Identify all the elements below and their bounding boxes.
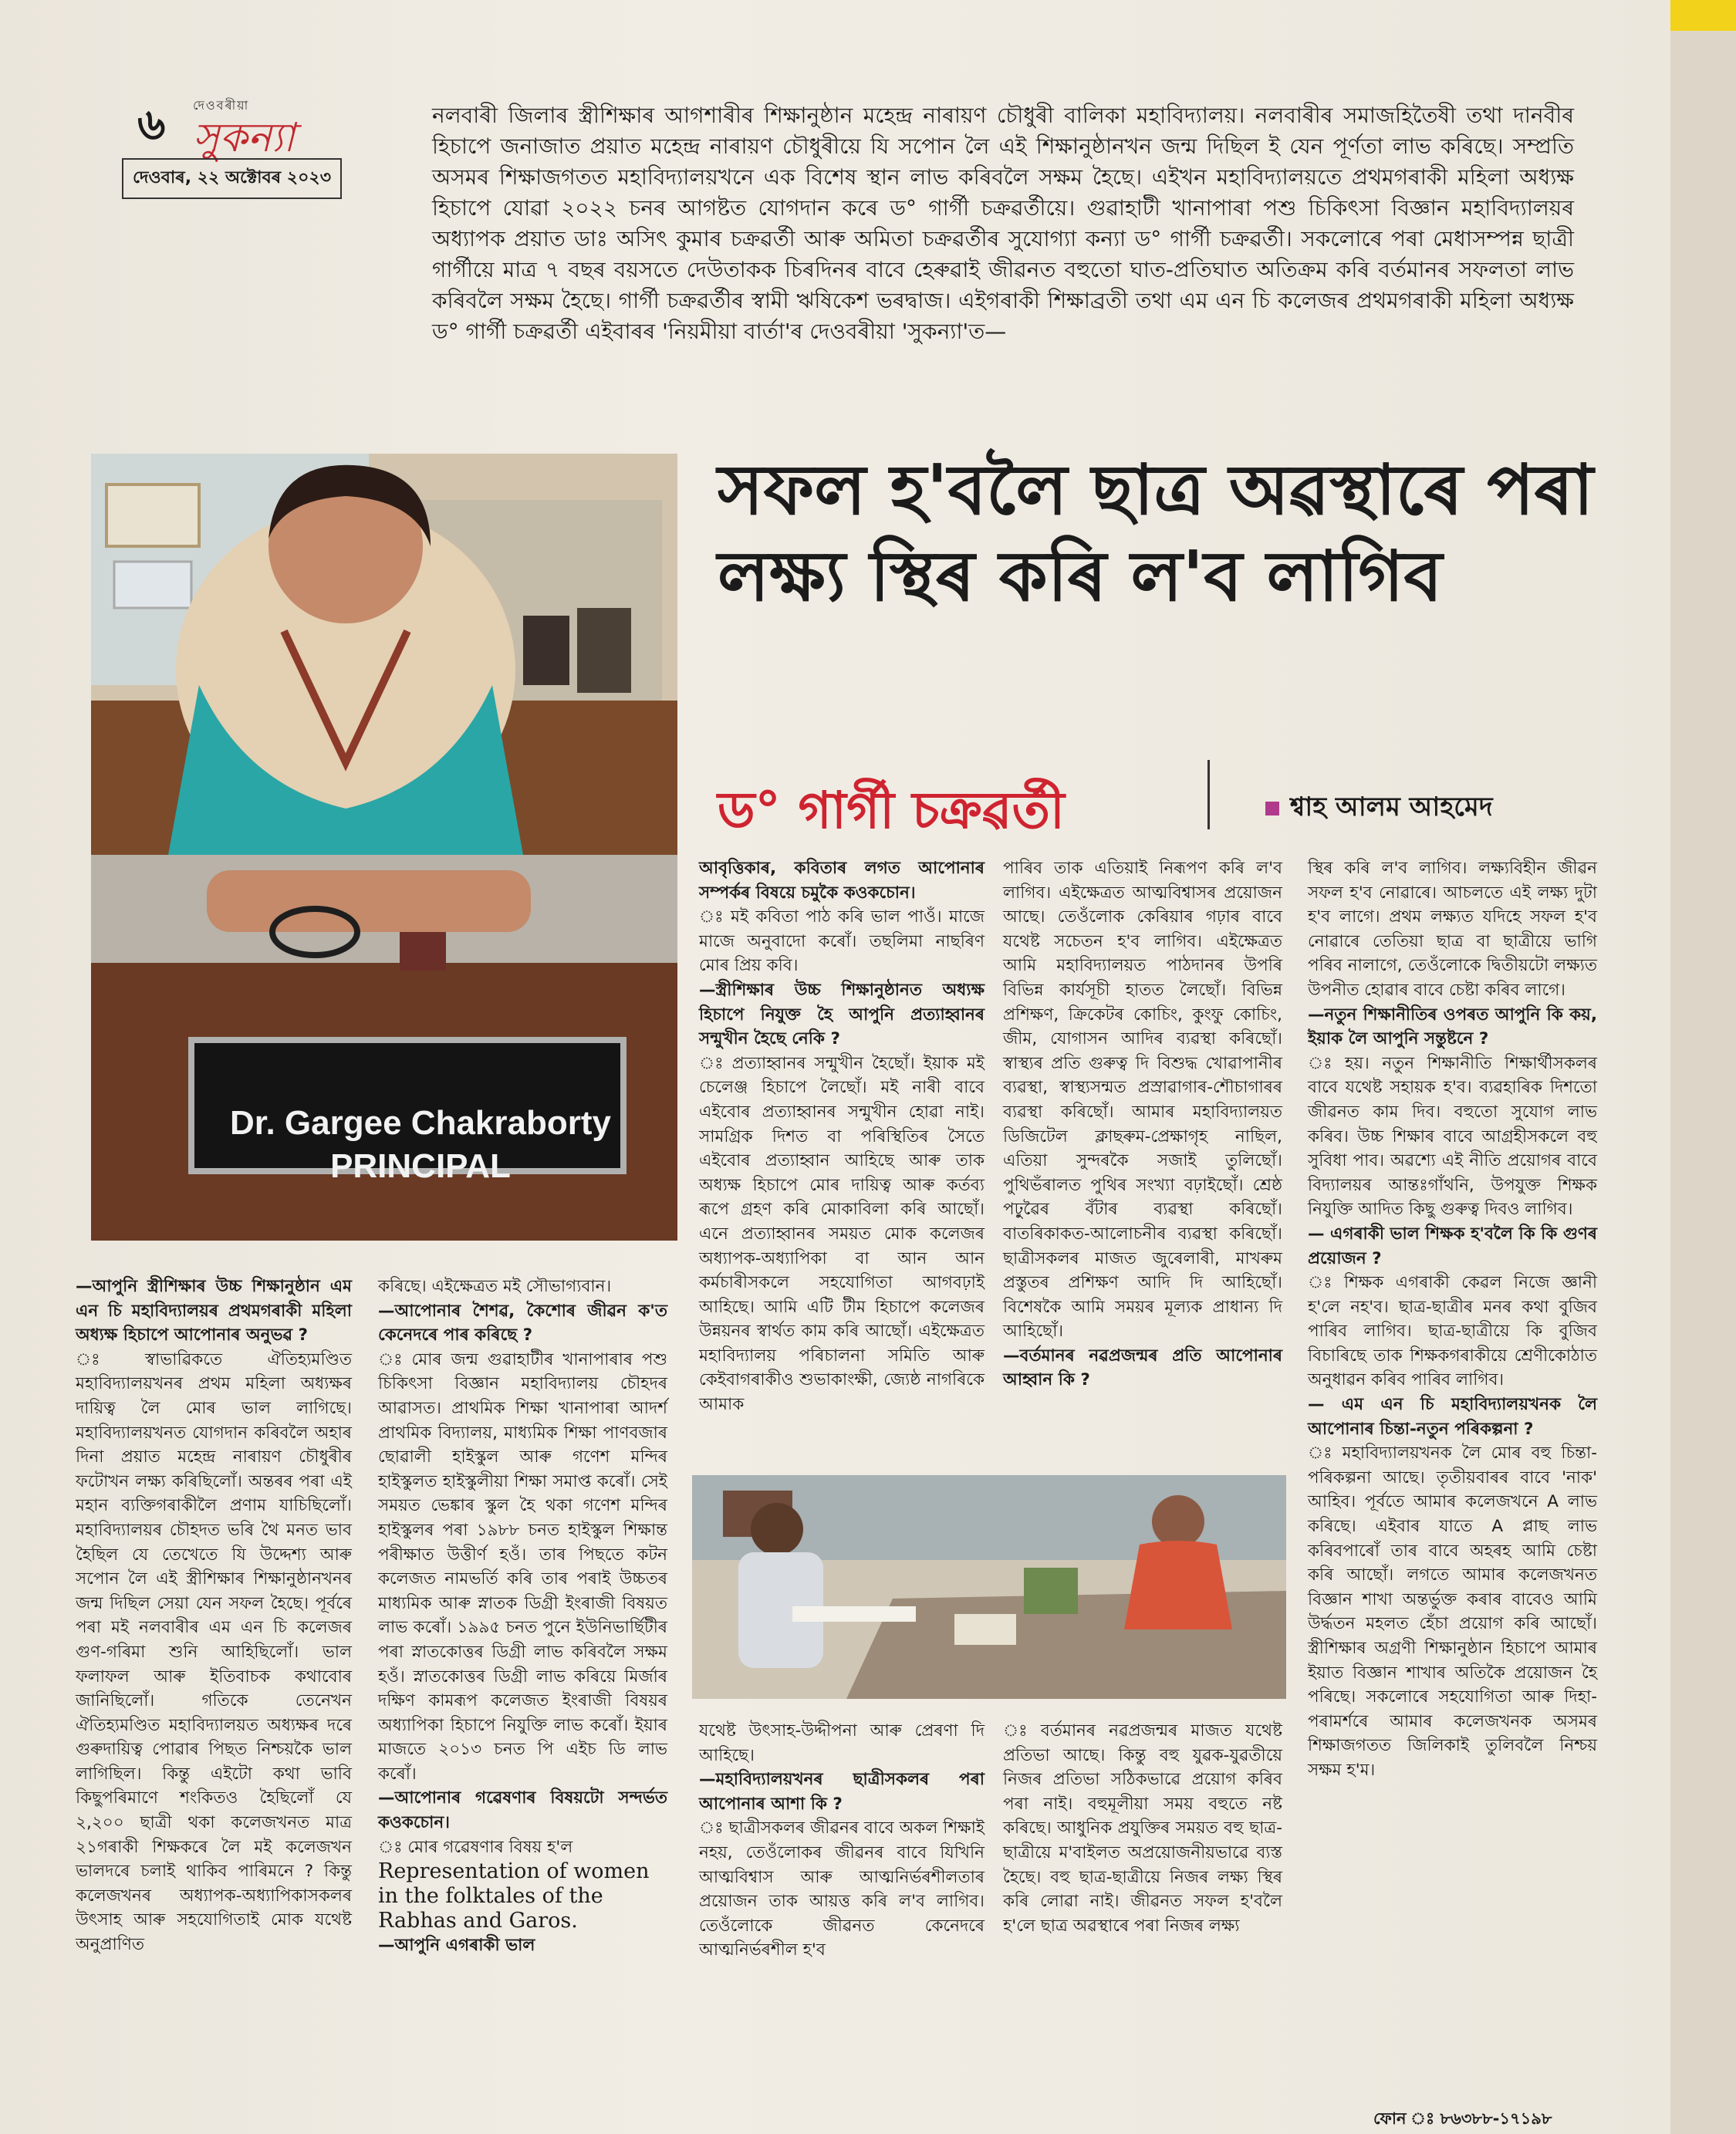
interview-answer: ঃ শিক্ষক এগৰাকী কেৱল নিজে জ্ঞানী হ'লে নহ'ব। ছাত্ৰ-ছাত্ৰীৰ মনৰ কথা বুজিব পাৰিব লাগিব। ছাত্ৰ-ছাত্ৰীয়ে কি বুজিব বিচাৰিছে তাক শিক্ষকগৰাকীয়ে শ্ৰেণীকোঠাত অনুধাৱন কৰিব পাৰিব লাগিব।	[1308, 1273, 1597, 1390]
interview-question: —মহাবিদ্যালয়খনৰ ছাত্ৰীসকলৰ পৰা আপোনাৰ আশা কি ?	[699, 1770, 985, 1814]
interview-question: —বৰ্তমানৰ নৱপ্ৰজন্মৰ প্ৰতি আপোনাৰ আহ্বান কি ?	[1003, 1346, 1282, 1390]
article-column-3-lower	[699, 1719, 985, 1963]
interview-answer: পাৰিব তাক এতিয়াই নিৰূপণ কৰি ল'ব লাগিব। এইক্ষেত্ৰত আত্মবিশ্বাসৰ প্ৰয়োজন আছে। তেওঁলোক কেৰিয়াৰ গঢ়াৰ বাবে যথেষ্ট সচেতন হ'ব লাগিব। এইক্ষেত্ৰত আমি মহাবিদ্যালয়ত পাঠদানৰ উপৰি বিভিন্ন কাৰ্যসূচী হাতত লৈছোঁ। বিভিন্ন প্ৰশিক্ষণ, ক্ৰিকেটৰ কোচিং, কুংফু কোচিং, জীম, যোগাসন আদিৰ ব্যৱস্থা কৰিছোঁ। স্বাস্থ্যৰ প্ৰতি গুৰুত্ব দি বিশুদ্ধ খোৱাপানীৰ ব্যৱস্থা, স্বাস্থ্যসন্মত প্ৰস্ৰাৱাগাৰ-শৌচাগাৰৰ ব্যৱস্থা কৰিছোঁ। আমাৰ মহাবিদ্যালয়ত ডিজিটেল ক্লাছৰুম-প্ৰেক্ষাগৃহ নাছিল, এতিয়া সুন্দৰকৈ সজাই তুলিছোঁ। পুথিভঁৰালত পুথিৰ সংখ্যা বঢ়াইছোঁ। শ্ৰেষ্ঠ পঢ়ুৱৈৰ বঁটাৰ ব্যৱস্থা কৰিছোঁ। বাতৰিকাকত-আলোচনীৰ ব্যৱস্থা কৰিছোঁ। ছাত্ৰীসকলৰ মাজত জুৰেলাৰী, মাখৰুম প্ৰস্তুতৰ প্ৰশিক্ষণ আদি দি আহিছোঁ। বিশেষকৈ আমি সময়ৰ মূল্যক প্ৰাধান্য দি আহিছোঁ।	[1003, 859, 1282, 1342]
interview-question: — এগৰাকী ভাল শিক্ষক হ'বলৈ কি কি গুণৰ প্ৰয়োজন ?	[1308, 1224, 1597, 1268]
article-column-4-lower	[1003, 1719, 1282, 1938]
interview-answer: ঃ মোৰ গৱেষণাৰ বিষয় হ'ল	[378, 1837, 573, 1857]
contact-phone: ফোন ঃ ৮৬৩৮৮-১৭১৯৮	[1373, 2109, 1552, 2128]
interviewee-name: ড° গাৰ্গী চক্ৰৱৰ্তী	[718, 781, 1065, 840]
nameplate-text	[204, 1102, 637, 1188]
interview-question: —আপোনাৰ গৱেষণাৰ বিষয়টো সন্দৰ্ভত কওকচোন।	[378, 1788, 667, 1833]
interview-answer: কৰিছে। এইক্ষেত্ৰত মই সৌভাগ্যবান।	[378, 1277, 612, 1296]
headline: সফল হ'বলৈ ছাত্ৰ অৱস্থাৰে পৰা লক্ষ্য স্থিৰ কৰি ল'ব লাগিব	[718, 450, 1594, 617]
interview-question: —আপুনি স্ত্ৰীশিক্ষাৰ উচ্চ শিক্ষানুষ্ঠান এম এন চি মহাবিদ্যালয়ৰ প্ৰথমগৰাকী মহিলা অধ্যক্ষ হিচাপে আপোনাৰ অনুভৱ ?	[76, 1277, 352, 1346]
issue-date: দেওবাৰ, ২২ অক্টোবৰ ২০২৩	[122, 158, 342, 199]
byline-divider	[1207, 760, 1210, 829]
supplement-name: সুকন্যা	[193, 115, 295, 161]
byline-square-icon	[1265, 802, 1279, 815]
interview-question: —নতুন শিক্ষানীতিৰ ওপৰত আপুনি কি কয়, ইয়াক লৈ আপুনি সন্তুষ্টনে ?	[1308, 1005, 1597, 1049]
article-column-2	[378, 1275, 667, 1958]
intro-paragraph: নলবাৰী জিলাৰ স্ত্ৰীশিক্ষাৰ আগশাৰীৰ শিক্ষানুষ্ঠান মহেন্দ্ৰ নাৰায়ণ চৌধুৰী বালিকা মহাবিদ্যালয়। নলবাৰীৰ সমাজহিতৈষী তথা দানবীৰ হিচাপে জনাজাত প্ৰয়াত মহেন্দ্ৰ নাৰায়ণ চৌধুৰীয়ে যি সপোন লৈ এই শিক্ষানুষ্ঠানখন জন্ম দিছিল ই যেন পূৰ্ণতা লাভ কৰিছে। সম্প্ৰতি অসমৰ শিক্ষাজগতত মহাবিদ্যালয়খনে এক বিশেষ স্থান লাভ কৰিবলৈ সক্ষম হৈছে। এইখন মহাবিদ্যালয়তে প্ৰথমগৰাকী মহিলা অধ্যক্ষ হিচাপে যোৱা ২০২২ চনৰ আগষ্টত যোগদান কৰে ড° গাৰ্গী চক্ৰৱৰ্তীয়ে। গুৱাহাটী খানাপাৰা পশু চিকিৎসা বিজ্ঞান মহাবিদ্যালয়ৰ অধ্যাপক প্ৰয়াত ডাঃ অসিৎ কুমাৰ চক্ৰৱৰ্তী আৰু অমিতা চক্ৰৱৰ্তীৰ সুযোগ্যা কন্যা ড° গাৰ্গী চক্ৰৱৰ্তী। সকলোৰে পৰা মেধাসম্পন্ন ছাত্ৰী গাৰ্গীয়ে মাত্ৰ ৭ বছৰ বয়সতে দেউতাকক চিৰদিনৰ বাবে হেৰুৱাই জীৱনত বহুতো ঘাত-প্ৰতিঘাত অতিক্ৰম কৰি বৰ্তমানৰ সফলতা লাভ কৰিবলৈ সক্ষম হৈছে। গাৰ্গী চক্ৰৱৰ্তীৰ স্বামী ঋষিকেশ ভৰদ্বাজ। এইগৰাকী শিক্ষাব্ৰতী তথা এম এন চি কলেজৰ প্ৰথমগৰাকী মহিলা অধ্যক্ষ ড° গাৰ্গী চক্ৰৱৰ্তী এইবাৰৰ 'নিয়মীয়া বাৰ্তা'ৰ দেওবৰীয়া 'সুকন্যা'ত—	[432, 103, 1574, 344]
interview-question: —স্ত্ৰীশিক্ষাৰ উচ্চ শিক্ষানুষ্ঠানত অধ্যক্ষ হিচাপে নিযুক্ত হৈ আপুনি প্ৰত্যাহ্বানৰ সন্মুখীন হৈছে নেকি ?	[699, 980, 985, 1049]
interview-question: — এম এন চি মহাবিদ্যালয়খনক লৈ আপোনাৰ চিন্তা-নতুন পৰিকল্পনা ?	[1308, 1395, 1597, 1439]
supplement-small-label: দেওবৰীয়া	[193, 98, 250, 113]
article-column-5	[1308, 856, 1597, 1783]
interview-answer: ঃ স্বাভাৱিকতে ঐতিহ্যমণ্ডিত মহাবিদ্যালয়খনৰ প্ৰথম মহিলা অধ্যক্ষৰ দায়িত্ব লৈ মোৰ ভাল লাগিছে। মহাবিদ্যালয়খনত যোগদান কৰিবলৈ অহাৰ দিনা প্ৰয়াত মহেন্দ্ৰ নাৰায়ণ চৌধুৰীৰ ফটোখন লক্ষ্য কৰিছিলোঁ। অন্তৰৰ পৰা এই মহান ব্যক্তিগৰাকীলৈ প্ৰণাম যাচিছিলোঁ। মহাবিদ্যালয়ৰ চৌহদত ভৰি থৈ মনত ভাব হৈছিল যে তেখেতে যি উদ্দেশ্য আৰু সপোন লৈ এই স্ত্ৰীশিক্ষাৰ শিক্ষানুষ্ঠানখনৰ জন্ম দিছিল সেয়া যেন সফল হৈছে। পূৰ্বৰে পৰা মই নলবাৰীৰ এম এন চি কলেজৰ গুণ-গৰিমা শুনি আহিছিলোঁ। ভাল ফলাফল আৰু ইতিবাচক কথাবোৰ জানিছিলোঁ। গতিকে তেনেখন ঐতিহ্যমণ্ডিত মহাবিদ্যালয়ত অধ্যক্ষৰ দৰে গুৰুদায়িত্ব পোৱাৰ পিছত নিশ্চয়কৈ ভাল লাগিছিল। কিন্তু এইটো কথা ভাবি কিছুপৰিমাণে শংকিতও হৈছিলোঁ যে ২,২০০ ছাত্ৰী থকা কলেজখনত মাত্ৰ ২১গৰাকী শিক্ষকৰে লৈ মই কলেজখন ভালদৰে চলাই থাকিব পাৰিমনে ? কিন্তু কলেজখনৰ অধ্যাপক-অধ্যাপিকাসকলৰ উৎসাহ আৰু সহযোগিতাই মোক যথেষ্ট অনুপ্ৰাণিত	[76, 1349, 352, 1955]
byline-author: শ্বাহ আলম আহমেদ	[1290, 792, 1493, 822]
interview-answer: ঃ মোৰ জন্ম গুৱাহাটীৰ খানাপাৰাৰ পশু চিকিৎসা বিজ্ঞান মহাবিদ্যালয় চৌহদৰ আৱাসত। প্ৰাথমিক শিক্ষা খানাপাৰা আদৰ্শ প্ৰাথমিক বিদ্যালয়, মাধ্যমিক শিক্ষা পাণবজাৰ ছোৱালী হাইস্কুল আৰু গণেশ মন্দিৰ হাইস্কুলত হাইস্কুলীয়া শিক্ষা সমাপ্ত কৰোঁ। সেই সময়ত ভেঙ্কাৰ স্কুল হৈ থকা গণেশ মন্দিৰ হাইস্কুলৰ পৰা ১৯৮৮ চনত হাইস্কুল শিক্ষান্ত পৰীক্ষাত উত্তীৰ্ণ হওঁ। তাৰ পিছতে কটন কলেজত নামভৰ্তি কৰি তাৰ পৰাই উচ্চতৰ মাধ্যমিক আৰু স্নাতক ডিগ্ৰী ইংৰাজী বিষয়ত লাভ কৰোঁ। ১৯৯৫ চনত পুনে ইউনিভাৰ্ছিটীৰ পৰা স্নাতকোত্তৰ ডিগ্ৰী লাভ কৰিবলৈ সক্ষম হওঁ। স্নাতকোত্তৰ ডিগ্ৰী লাভ কৰিয়ে মিৰ্জাৰ দক্ষিণ কামৰূপ কলেজত ইংৰাজী বিষয়ৰ অধ্যাপিকা হিচাপে নিযুক্তি লাভ কৰোঁ। ইয়াৰ মাজতে ২০১৩ চনত পি এইচ ডি লাভ কৰোঁ।	[378, 1349, 667, 1784]
interview-question: —আপোনাৰ শৈশৱ, কৈশোৰ জীৱন ক'ত কেনেদৰে পাৰ কৰিছে ?	[378, 1301, 667, 1346]
background-yellow-strip	[1667, 0, 1736, 31]
interview-answer: যথেষ্ট উৎসাহ-উদ্দীপনা আৰু প্ৰেৰণা দি আহিছে।	[699, 1721, 985, 1765]
interview-answer: স্থিৰ কৰি ল'ব লাগিব। লক্ষ্যবিহীন জীৱন সফল হ'ব নোৱাৰে। আচলতে এই লক্ষ্য দুটা হ'ব লাগে। প্ৰথম লক্ষ্যত যদিহে সফল হ'ব নোৱাৰে তেতিয়া ছাত্ৰ বা ছাত্ৰীয়ে ভাগি পৰিব নালাগে, তেওঁলোকে দ্বিতীয়টো লক্ষ্যত উপনীত হোৱাৰ বাবে চেষ্টা কৰিব লাগে।	[1308, 859, 1597, 1000]
interview-answer: ঃ মহাবিদ্যালয়খনক লৈ মোৰ বহু চিন্তা-পৰিকল্পনা আছে। তৃতীয়বাৰৰ বাবে 'নাক' আহিব। পূৰ্বতে আমাৰ কলেজখনে A লাভ কৰিছে। এইবাৰ যাতে A প্লাছ লাভ কৰিবপাৰোঁ তাৰ বাবে অহৰহ আমি চেষ্টা কৰি আছোঁ। লগতে আমাৰ কলেজখনত বিজ্ঞান শাখা অন্তৰ্ভুক্ত কৰাৰ বাবেও আমি উৰ্দ্ধতন মহলত হেঁচা প্ৰয়োগ কৰি আছোঁ। স্ত্ৰীশিক্ষাৰ অগ্ৰণী শিক্ষানুষ্ঠান হিচাপে আমাৰ ইয়াত বিজ্ঞান শাখাৰ অতিকৈ প্ৰয়োজন হৈ পৰিছে। সকলোৰে সহযোগিতা আৰু দিহা-পৰামৰ্শৰে আমাৰ কলেজখনক অসমৰ শিক্ষাজগতত জিলিকাই তুলিবলৈ নিশ্চয় সক্ষম হ'ম।	[1308, 1443, 1597, 1780]
nameplate-title: PRINCIPAL	[330, 1147, 511, 1185]
supplement-masthead	[193, 96, 295, 160]
interview-answer: ঃ মই কবিতা পাঠ কৰি ভাল পাওঁ। মাজে মাজে অনুবাদো কৰোঁ। তছলিমা নাছৰিণ মোৰ প্ৰিয় কবি।	[699, 907, 985, 976]
byline	[1265, 787, 1493, 831]
page-number: ৬	[137, 100, 166, 150]
interview-answer: ঃ প্ৰত্যাহ্বানৰ সন্মুখীন হৈছোঁ। ইয়াক মই চেলেঞ্জ হিচাপে লৈছোঁ। মই নাৰী বাবে এইবোৰ প্ৰত্যাহ্বানৰ সন্মুখীন হোৱা নাই। সামগ্ৰিক দিশত বা পৰিস্থিতিৰ সৈতে এইবোৰ প্ৰত্যাহ্বান আহিছে আৰু তাক অধ্যক্ষ হিচাপে মোৰ দায়িত্ব আৰু কৰ্তব্য ৰূপে গ্ৰহণ কৰি মোকাবিলা কৰি আছোঁ। এনে প্ৰত্যাহ্বানৰ সময়ত মোক কলেজৰ অধ্যাপক-অধ্যাপিকা বা আন আন কৰ্মচাৰীসকলে সহযোগিতা আগবঢ়াই আহিছে। আমি এটি টীম হিচাপে কলেজৰ উন্নয়নৰ স্বাৰ্থত কাম কৰি আছোঁ। এইক্ষেত্ৰত মহাবিদ্যালয় পৰিচালনা সমিতি আৰু কেইবাগৰাকীও শুভাকাংক্ষী, জ্যেষ্ঠ নাগৰিকে আমাক	[699, 1053, 985, 1415]
interview-photo	[692, 1475, 1286, 1699]
research-title-english: Representation of women in the folktales of the Rabhas and Garos.	[378, 1859, 650, 1933]
interview-answer: ঃ বৰ্তমানৰ নৱপ্ৰজন্মৰ মাজত যথেষ্ট প্ৰতিভা আছে। কিন্তু বহু যুৱক-যুৱতীয়ে নিজৰ প্ৰতিভা সঠিকভাৱে প্ৰয়োগ কৰিব পৰা নাই। বহুমূলীয়া সময় বহুতে নষ্ট কৰিছে। আধুনিক প্ৰযুক্তিৰ সময়ত বহু ছাত্ৰ-ছাত্ৰীয়ে ম'বাইলত অপ্ৰয়োজনীয়ভাৱে ব্যস্ত হৈছে। বহু ছাত্ৰ-ছাত্ৰীয়ে নিজৰ লক্ষ্য স্থিৰ কৰি লোৱা নাই। জীৱনত সফল হ'বলৈ হ'লে ছাত্ৰ অৱস্থাৰে পৰা নিজৰ লক্ষ্য	[1003, 1721, 1282, 1936]
interview-answer: ঃ ছাত্ৰীসকলৰ জীৱনৰ বাবে অকল শিক্ষাই নহয়, তেওঁলোকৰ জীৱনৰ বাবে যিখিনি আত্মবিশ্বাস আৰু আত্মনিৰ্ভৰশীলতাৰ প্ৰয়োজন তাক আয়ত্ত কৰি ল'ব লাগিব। তেওঁলোকে জীৱনত কেনেদৰে আত্মনিৰ্ভৰশীল হ'ব	[699, 1818, 985, 1960]
article-column-3	[699, 856, 985, 1417]
interview-question: আবৃত্তিকাৰ, কবিতাৰ লগত আপোনাৰ সম্পৰ্কৰ বিষয়ে চমুকৈ কওকচোন।	[699, 859, 985, 903]
article-column-4	[1003, 856, 1282, 1393]
nameplate-name: Dr. Gargee Chakraborty	[230, 1104, 611, 1142]
article-column-1	[76, 1275, 352, 1957]
interview-question: —আপুনি এগৰাকী ভাল	[378, 1936, 535, 1956]
interview-answer: ঃ হয়। নতুন শিক্ষানীতি শিক্ষাৰ্থীসকলৰ বাবে যথেষ্ট সহায়ক হ'ব। ব্যৱহাৰিক দিশতো জীৱনত কাম দিব। বহুতো সুযোগ লাভ কৰিব। উচ্চ শিক্ষাৰ বাবে আগ্ৰহীসকলে বহু সুবিধা পাব। অৱশ্যে এই নীতি প্ৰয়োগৰ বাবে বিদ্যালয়ৰ আন্তঃগাঁথনি, উপযুক্ত শিক্ষক নিযুক্তি আদিত কিছু গুৰুত্ব দিবও লাগিব।	[1308, 1053, 1597, 1220]
